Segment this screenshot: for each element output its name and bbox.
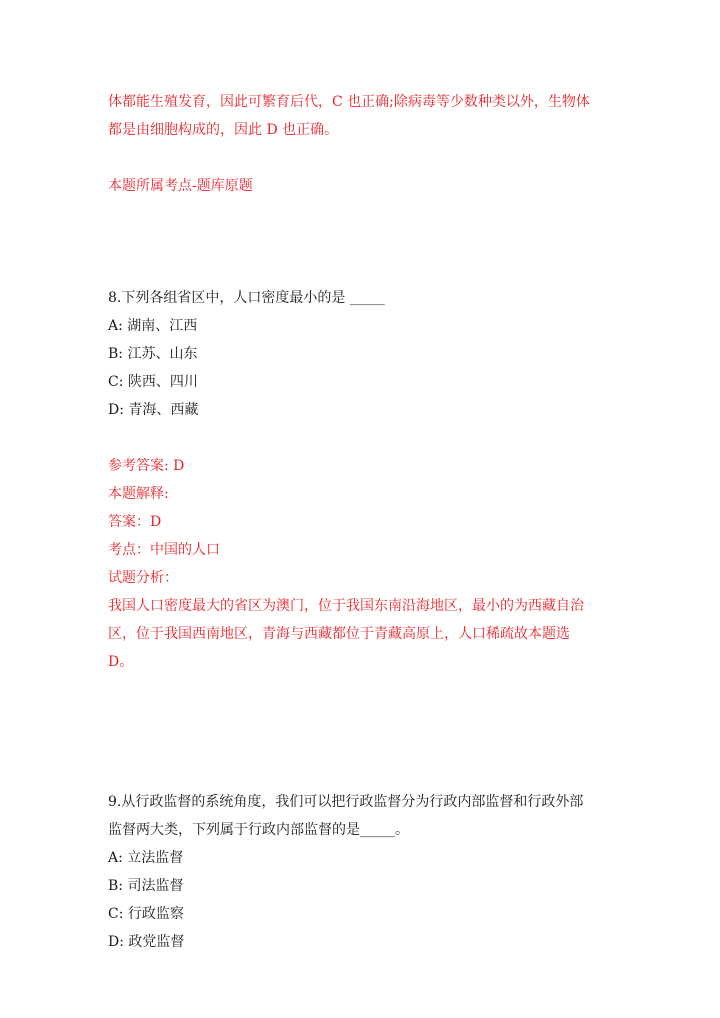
option-b: B: 江苏、山东 — [108, 346, 198, 362]
question-source: 本题所属考点-题库原题 — [108, 178, 253, 194]
knowledge-point: 考点：中国的人口 — [108, 542, 220, 558]
document-page — [108, 88, 608, 956]
option-d: D: 青海、西藏 — [108, 402, 199, 418]
analysis-label: 试题分析： — [108, 570, 178, 586]
question-stem: 8.下列各组省区中，人口密度最小的是 _____ — [108, 290, 385, 306]
question-stem: 监督两大类，下列属于行政内部监督的是_____。 — [108, 822, 409, 838]
previous-explanation — [108, 88, 608, 144]
explanation-label: 本题解释: — [108, 486, 169, 502]
analysis-line: 我国人口密度最大的省区为澳门，位于我国东南沿海地区，最小的为西藏自治 — [108, 598, 584, 614]
explanation-line: 体都能生殖发育，因此可繁育后代，C 也正确;除病毒等少数种类以外，生物体 — [108, 94, 590, 110]
reference-answer: 参考答案: D — [108, 458, 185, 474]
option-d: D: 政党监督 — [108, 934, 185, 950]
option-c: C: 行政监察 — [108, 906, 184, 922]
question-9 — [108, 788, 608, 956]
option-c: C: 陕西、四川 — [108, 374, 198, 390]
explanation-line: 都是由细胞构成的，因此 D 也正确。 — [108, 122, 339, 138]
question-stem: 9.从行政监督的系统角度，我们可以把行政监督分为行政内部监督和行政外部 — [108, 794, 584, 810]
question-8 — [108, 284, 608, 676]
option-a: A: 湖南、江西 — [108, 318, 198, 334]
option-a: A: 立法监督 — [108, 850, 184, 866]
answer-line: 答案：D — [108, 514, 162, 530]
analysis-line: D。 — [108, 654, 134, 670]
analysis-line: 区，位于我国西南地区，青海与西藏都位于青藏高原上，人口稀疏故本题选 — [108, 626, 570, 642]
option-b: B: 司法监督 — [108, 878, 184, 894]
